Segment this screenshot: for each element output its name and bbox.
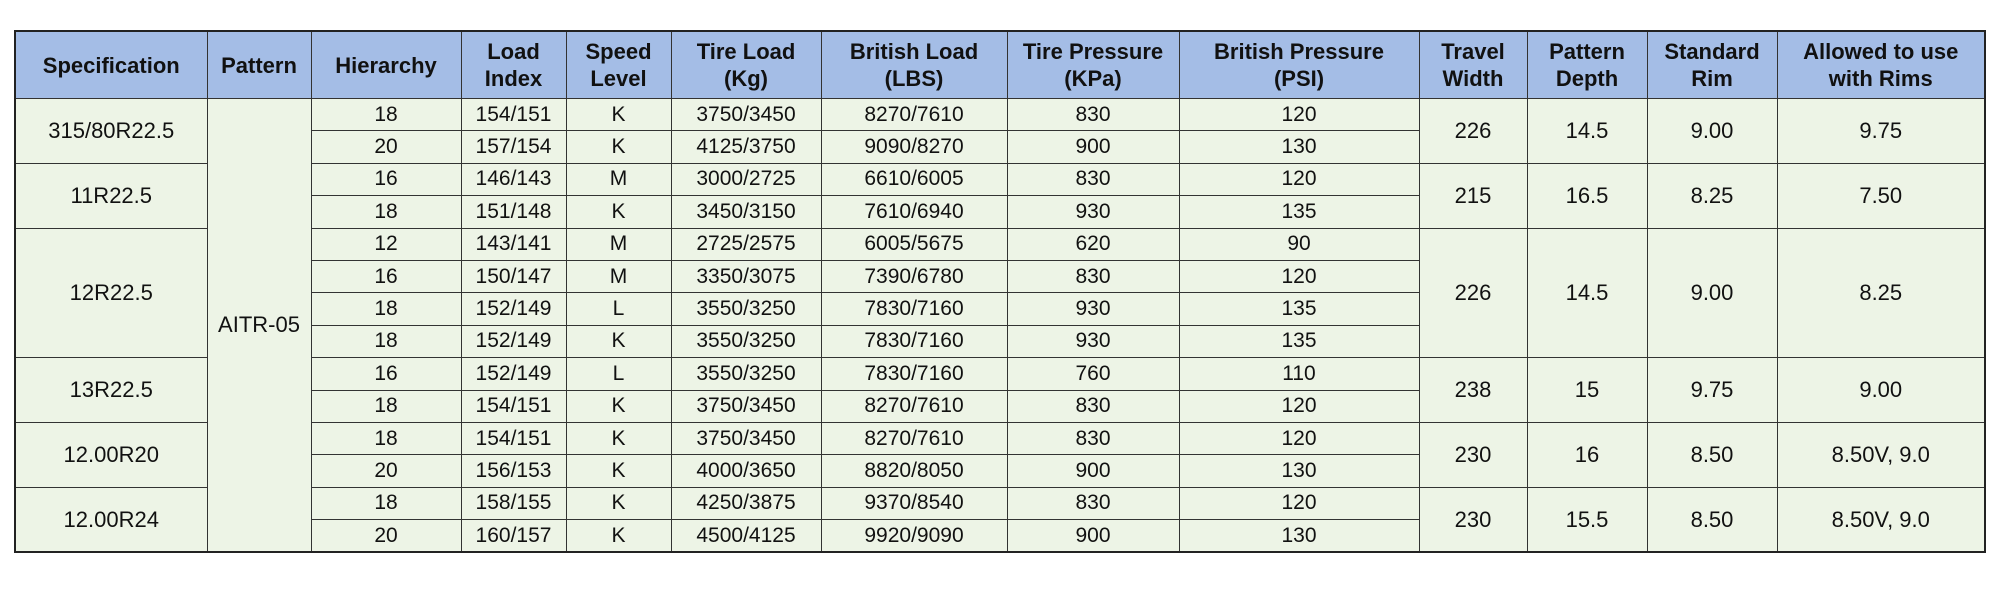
- cell-speed-level: K: [566, 455, 671, 487]
- cell-tire-load: 3450/3150: [671, 196, 821, 228]
- header-line: Standard: [1664, 39, 1760, 64]
- cell-british-pressure: 90: [1179, 228, 1419, 260]
- header-line: Travel: [1441, 39, 1505, 64]
- cell-allowed-rims: 8.25: [1777, 228, 1985, 358]
- cell-british-load: 8820/8050: [821, 455, 1007, 487]
- cell-british-pressure: 120: [1179, 487, 1419, 519]
- cell-specification: 12.00R20: [15, 422, 207, 487]
- cell-tire-pressure: 830: [1007, 260, 1179, 292]
- cell-speed-level: K: [566, 520, 671, 553]
- cell-hierarchy: 20: [311, 455, 461, 487]
- cell-british-pressure: 120: [1179, 422, 1419, 454]
- cell-load-index: 157/154: [461, 131, 566, 163]
- cell-tire-pressure: 830: [1007, 390, 1179, 422]
- cell-british-load: 9920/9090: [821, 520, 1007, 553]
- cell-load-index: 158/155: [461, 487, 566, 519]
- cell-hierarchy: 20: [311, 520, 461, 553]
- table-row: [15, 487, 1985, 519]
- cell-hierarchy: 18: [311, 422, 461, 454]
- cell-standard-rim: 9.00: [1647, 228, 1777, 358]
- header-british-pressure: [1179, 31, 1419, 99]
- cell-british-pressure: 120: [1179, 260, 1419, 292]
- header-pattern: Pattern: [207, 31, 311, 99]
- cell-load-index: 154/151: [461, 390, 566, 422]
- cell-tire-load: 3550/3250: [671, 325, 821, 357]
- cell-standard-rim: 9.00: [1647, 99, 1777, 164]
- cell-allowed-rims: 9.00: [1777, 358, 1985, 423]
- cell-specification: 11R22.5: [15, 163, 207, 228]
- cell-tire-pressure: 620: [1007, 228, 1179, 260]
- cell-tire-pressure: 900: [1007, 455, 1179, 487]
- cell-british-pressure: 120: [1179, 163, 1419, 195]
- cell-hierarchy: 18: [311, 390, 461, 422]
- cell-load-index: 150/147: [461, 260, 566, 292]
- cell-pattern-depth: 14.5: [1527, 228, 1647, 358]
- header-line: (Kg): [724, 66, 768, 91]
- header-line: Level: [590, 66, 647, 91]
- header-allowed-rims: [1777, 31, 1985, 99]
- cell-load-index: 154/151: [461, 99, 566, 131]
- header-pattern-depth: [1527, 31, 1647, 99]
- table-row: [15, 228, 1985, 260]
- header-standard-rim: [1647, 31, 1777, 99]
- cell-hierarchy: 18: [311, 487, 461, 519]
- cell-british-load: 9090/8270: [821, 131, 1007, 163]
- cell-tire-load: 4250/3875: [671, 487, 821, 519]
- cell-tire-load: 4125/3750: [671, 131, 821, 163]
- header-hierarchy: Hierarchy: [311, 31, 461, 99]
- cell-load-index: 152/149: [461, 293, 566, 325]
- header-british-load: [821, 31, 1007, 99]
- header-line: (KPa): [1064, 66, 1122, 91]
- cell-speed-level: L: [566, 358, 671, 390]
- header-tire-pressure: [1007, 31, 1179, 99]
- cell-standard-rim: 9.75: [1647, 358, 1777, 423]
- cell-travel-width: 226: [1419, 228, 1527, 358]
- cell-speed-level: L: [566, 293, 671, 325]
- cell-british-pressure: 130: [1179, 131, 1419, 163]
- cell-tire-pressure: 830: [1007, 99, 1179, 131]
- cell-british-load: 6610/6005: [821, 163, 1007, 195]
- cell-pattern-depth: 16: [1527, 422, 1647, 487]
- cell-hierarchy: 16: [311, 163, 461, 195]
- header-line: Width: [1442, 66, 1504, 91]
- cell-hierarchy: 18: [311, 325, 461, 357]
- header-line: Load: [487, 39, 540, 64]
- cell-tire-pressure: 830: [1007, 487, 1179, 519]
- header-line: Tire Load: [696, 39, 796, 64]
- cell-tire-pressure: 900: [1007, 131, 1179, 163]
- cell-hierarchy: 12: [311, 228, 461, 260]
- header-line: Pattern: [1549, 39, 1625, 64]
- cell-load-index: 154/151: [461, 422, 566, 454]
- cell-tire-load: 3750/3450: [671, 422, 821, 454]
- cell-british-load: 7390/6780: [821, 260, 1007, 292]
- cell-british-pressure: 120: [1179, 99, 1419, 131]
- cell-tire-load: 3350/3075: [671, 260, 821, 292]
- cell-speed-level: K: [566, 131, 671, 163]
- cell-pattern: AITR-05: [207, 99, 311, 553]
- cell-travel-width: 215: [1419, 163, 1527, 228]
- cell-travel-width: 230: [1419, 422, 1527, 487]
- cell-british-load: 7830/7160: [821, 358, 1007, 390]
- cell-load-index: 152/149: [461, 358, 566, 390]
- cell-british-load: 7830/7160: [821, 325, 1007, 357]
- cell-british-pressure: 135: [1179, 196, 1419, 228]
- cell-hierarchy: 18: [311, 99, 461, 131]
- cell-british-load: 6005/5675: [821, 228, 1007, 260]
- cell-load-index: 160/157: [461, 520, 566, 553]
- cell-load-index: 156/153: [461, 455, 566, 487]
- cell-speed-level: M: [566, 163, 671, 195]
- cell-tire-pressure: 830: [1007, 163, 1179, 195]
- cell-speed-level: K: [566, 325, 671, 357]
- header-load-index: [461, 31, 566, 99]
- cell-tire-load: 2725/2575: [671, 228, 821, 260]
- cell-british-load: 8270/7610: [821, 422, 1007, 454]
- cell-pattern-depth: 14.5: [1527, 99, 1647, 164]
- header-row: [15, 31, 1985, 99]
- cell-tire-load: 3550/3250: [671, 293, 821, 325]
- cell-hierarchy: 16: [311, 260, 461, 292]
- tire-spec-table-container: [14, 30, 1984, 553]
- cell-speed-level: K: [566, 422, 671, 454]
- cell-tire-load: 3550/3250: [671, 358, 821, 390]
- cell-tire-pressure: 930: [1007, 196, 1179, 228]
- cell-specification: 12R22.5: [15, 228, 207, 358]
- cell-tire-pressure: 900: [1007, 520, 1179, 553]
- cell-allowed-rims: 9.75: [1777, 99, 1985, 164]
- cell-speed-level: K: [566, 390, 671, 422]
- cell-tire-load: 3750/3450: [671, 390, 821, 422]
- cell-british-pressure: 135: [1179, 325, 1419, 357]
- cell-tire-pressure: 930: [1007, 325, 1179, 357]
- cell-travel-width: 230: [1419, 487, 1527, 552]
- header-line: Index: [484, 66, 543, 91]
- header-line: Rim: [1691, 66, 1733, 91]
- cell-british-load: 7610/6940: [821, 196, 1007, 228]
- cell-british-pressure: 130: [1179, 520, 1419, 553]
- header-tire-load: [671, 31, 821, 99]
- cell-hierarchy: 20: [311, 131, 461, 163]
- table-row: [15, 163, 1985, 195]
- cell-speed-level: K: [566, 196, 671, 228]
- header-line: (PSI): [1273, 66, 1325, 91]
- header-line: Depth: [1555, 66, 1619, 91]
- header-line: with Rims: [1828, 66, 1933, 91]
- cell-standard-rim: 8.50: [1647, 422, 1777, 487]
- cell-british-load: 8270/7610: [821, 99, 1007, 131]
- cell-allowed-rims: 8.50V, 9.0: [1777, 422, 1985, 487]
- cell-british-load: 7830/7160: [821, 293, 1007, 325]
- cell-load-index: 143/141: [461, 228, 566, 260]
- cell-allowed-rims: 7.50: [1777, 163, 1985, 228]
- table-header: [15, 31, 1985, 99]
- cell-pattern-depth: 16.5: [1527, 163, 1647, 228]
- cell-load-index: 151/148: [461, 196, 566, 228]
- header-line: Tire Pressure: [1022, 39, 1164, 64]
- header-line: (LBS): [884, 66, 944, 91]
- cell-tire-load: 4000/3650: [671, 455, 821, 487]
- cell-standard-rim: 8.25: [1647, 163, 1777, 228]
- cell-speed-level: M: [566, 260, 671, 292]
- cell-speed-level: M: [566, 228, 671, 260]
- cell-tire-pressure: 760: [1007, 358, 1179, 390]
- table-row: [15, 422, 1985, 454]
- cell-tire-load: 3750/3450: [671, 99, 821, 131]
- cell-speed-level: K: [566, 487, 671, 519]
- cell-standard-rim: 8.50: [1647, 487, 1777, 552]
- cell-travel-width: 226: [1419, 99, 1527, 164]
- cell-specification: 315/80R22.5: [15, 99, 207, 164]
- cell-load-index: 152/149: [461, 325, 566, 357]
- cell-tire-load: 4500/4125: [671, 520, 821, 553]
- cell-british-pressure: 130: [1179, 455, 1419, 487]
- header-specification: Specification: [15, 31, 207, 99]
- cell-load-index: 146/143: [461, 163, 566, 195]
- cell-british-pressure: 135: [1179, 293, 1419, 325]
- header-line: British Load: [849, 39, 979, 64]
- cell-tire-pressure: 830: [1007, 422, 1179, 454]
- cell-hierarchy: 18: [311, 293, 461, 325]
- cell-hierarchy: 18: [311, 196, 461, 228]
- cell-hierarchy: 16: [311, 358, 461, 390]
- cell-british-pressure: 120: [1179, 390, 1419, 422]
- table-row: [15, 99, 1985, 131]
- cell-allowed-rims: 8.50V, 9.0: [1777, 487, 1985, 552]
- cell-tire-pressure: 930: [1007, 293, 1179, 325]
- cell-speed-level: K: [566, 99, 671, 131]
- cell-specification: 13R22.5: [15, 358, 207, 423]
- header-line: Speed: [585, 39, 652, 64]
- cell-specification: 12.00R24: [15, 487, 207, 552]
- header-speed-level: [566, 31, 671, 99]
- header-travel-width: [1419, 31, 1527, 99]
- cell-pattern-depth: 15.5: [1527, 487, 1647, 552]
- cell-pattern-depth: 15: [1527, 358, 1647, 423]
- header-line: Allowed to use: [1803, 39, 1959, 64]
- cell-british-load: 8270/7610: [821, 390, 1007, 422]
- tire-spec-table: [14, 30, 1986, 553]
- cell-tire-load: 3000/2725: [671, 163, 821, 195]
- cell-british-pressure: 110: [1179, 358, 1419, 390]
- table-row: [15, 358, 1985, 390]
- table-body: [15, 99, 1985, 553]
- cell-travel-width: 238: [1419, 358, 1527, 423]
- cell-british-load: 9370/8540: [821, 487, 1007, 519]
- header-line: British Pressure: [1214, 39, 1384, 64]
